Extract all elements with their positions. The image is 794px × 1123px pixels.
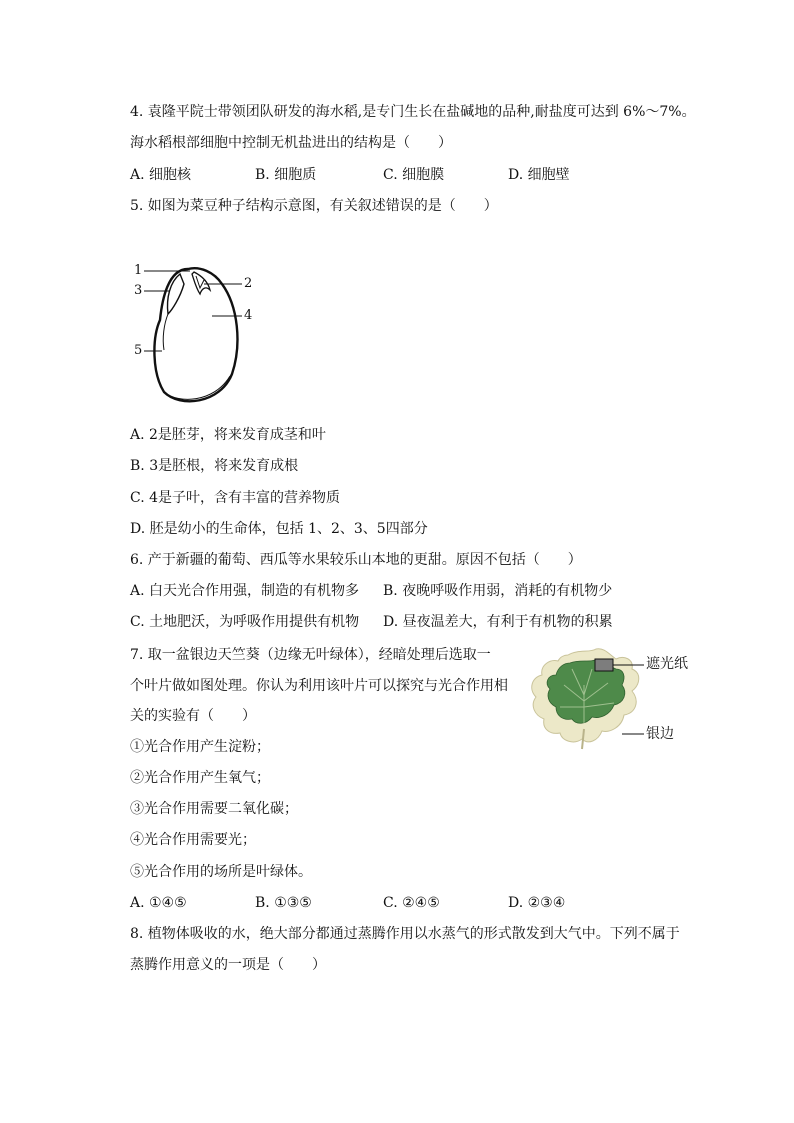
q8-stem-line2: 蒸腾作用意义的一项是（ ） [130, 957, 326, 973]
q7-item-1: ①光合作用产生淀粉； [130, 739, 270, 755]
seed-label-5: 5 [134, 343, 143, 358]
q4-stem-line2: 海水稻根部细胞中控制无机盐进出的结构是（ ） [130, 135, 452, 151]
q7-stem-line3: 关的实验有（ ） [130, 708, 256, 724]
variegated-leaf-drawing [518, 645, 718, 755]
q5-option-a: A. 2是胚芽，将来发育成茎和叶 [130, 427, 326, 443]
bean-seed-diagram [130, 258, 270, 410]
q6-option-a: A. 白天光合作用强，制造的有机物多 [130, 583, 360, 599]
seed-label-3: 3 [134, 283, 143, 298]
q4-option-b: B. 细胞质 [255, 167, 317, 183]
q7-option-d: D. ②③④ [508, 895, 566, 911]
leaf-label-silver-edge: 银边 [646, 726, 674, 742]
q6-option-b: B. 夜晚呼吸作用弱，消耗的有机物少 [383, 583, 613, 599]
q5-option-b: B. 3是胚根，将来发育成根 [130, 458, 299, 474]
q7-stem-line2: 个叶片做如图处理。你认为利用该叶片可以探究与光合作用相 [130, 678, 508, 694]
q6-option-c: C. 土地肥沃，为呼吸作用提供有机物 [130, 614, 360, 630]
seed-label-1: 1 [134, 263, 143, 278]
q8-stem-line1: 8. 植物体吸收的水，绝大部分都通过蒸腾作用以水蒸气的形式散发到大气中。下列不属于 [130, 926, 680, 942]
q4-option-d: D. 细胞壁 [508, 167, 570, 183]
q4-stem-line1: 4. 袁隆平院士带领团队研发的海水稻,是专门生长在盐碱地的品种,耐盐度可达到 6%～7%。 [130, 104, 696, 120]
seed-label-4: 4 [244, 308, 253, 323]
q5-stem: 5. 如图为菜豆种子结构示意图，有关叙述错误的是（ ） [130, 198, 498, 214]
embryo-plumule [192, 272, 210, 294]
q4-option-c: C. 细胞膜 [383, 167, 445, 183]
q7-stem-line1: 7. 取一盆银边天竺葵（边缘无叶绿体），经暗处理后选取一 [130, 647, 491, 663]
leaf-label-shading-paper: 遮光纸 [646, 656, 688, 672]
q5-option-c: C. 4是子叶，含有丰富的营养物质 [130, 490, 341, 506]
q7-option-a: A. ①④⑤ [130, 895, 187, 911]
q7-option-b: B. ①③⑤ [255, 895, 312, 911]
q4-option-a: A. 细胞核 [130, 167, 192, 183]
q5-option-d: D. 胚是幼小的生命体，包括 1、2、3、5四部分 [130, 521, 428, 537]
q6-option-d: D. 昼夜温差大，有利于有机物的积累 [383, 614, 613, 630]
q7-item-5: ⑤光合作用的场所是叶绿体。 [130, 864, 312, 880]
q7-option-c: C. ②④⑤ [383, 895, 440, 911]
seed-coat-outline [154, 268, 237, 401]
q6-stem: 6. 产于新疆的葡萄、西瓜等水果较乐山本地的更甜。原因不包括（ ） [130, 552, 582, 568]
seed-label-2: 2 [244, 276, 253, 291]
light-blocking-paper [595, 659, 613, 671]
q7-item-2: ②光合作用产生氧气； [130, 770, 270, 786]
geranium-leaf-figure [518, 645, 718, 755]
q7-item-4: ④光合作用需要光； [130, 832, 256, 848]
q7-item-3: ③光合作用需要二氧化碳； [130, 801, 298, 817]
